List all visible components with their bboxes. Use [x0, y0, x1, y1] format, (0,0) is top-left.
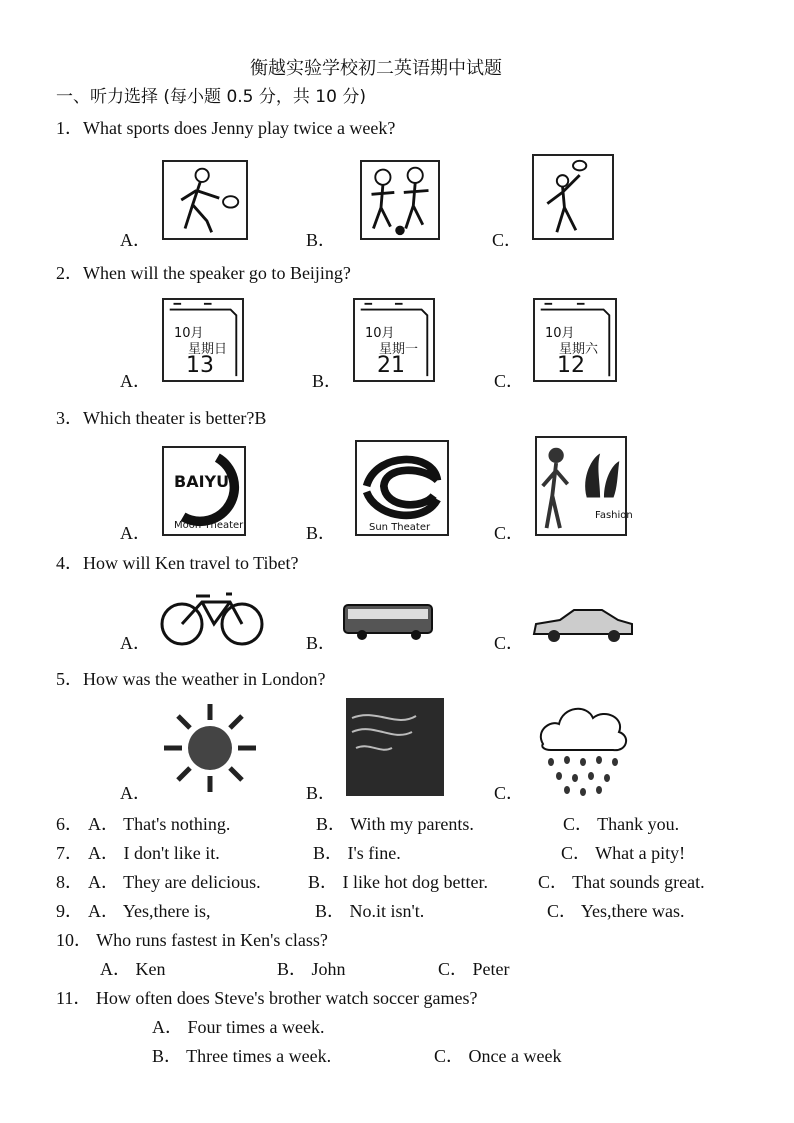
- q1-option-b: B．: [306, 230, 337, 250]
- question-1: 1．What sports does Jenny play twice a week?: [56, 118, 396, 138]
- fashion-logo: [535, 436, 633, 536]
- q4-option-a: A．: [120, 633, 151, 653]
- q2-option-b: B．: [312, 371, 343, 391]
- calendar-icon: [162, 298, 244, 382]
- q10-option-b: B． John: [277, 959, 346, 979]
- section-heading: 一、听力选择 (每小题 0.5 分，共 10 分): [56, 87, 366, 107]
- calendar-month: 10月: [545, 326, 575, 341]
- q5-option-a: A．: [120, 783, 151, 803]
- q7-option-b: B． I's fine.: [313, 843, 401, 863]
- q2-option-a: A．: [120, 371, 151, 391]
- moon-theater-logo: [162, 446, 246, 536]
- calendar-weekday: 星期日: [188, 342, 228, 357]
- q6-option-a: A． That's nothing.: [88, 814, 231, 834]
- question-3: 3．Which theater is better?B: [56, 408, 267, 428]
- question-9-number: 9．: [56, 901, 83, 921]
- q11-option-a: A． Four times a week.: [152, 1017, 325, 1037]
- logo-caption: Fashion: [595, 510, 633, 521]
- q8-option-a: A． They are delicious.: [88, 872, 261, 892]
- q3-option-b: B．: [306, 523, 337, 543]
- question-7-number: 7．: [56, 843, 83, 863]
- q8-option-b: B． I like hot dog better.: [308, 872, 488, 892]
- page-title: 衡越实验学校初二英语期中试题: [250, 58, 502, 79]
- question-2: 2．When will the speaker go to Beijing?: [56, 263, 351, 283]
- q6-option-b: B． With my parents.: [316, 814, 474, 834]
- question-4: 4．How will Ken travel to Tibet?: [56, 553, 299, 573]
- question-8-number: 8．: [56, 872, 83, 892]
- tennis-player-icon: [162, 160, 248, 240]
- calendar-day: 12: [557, 353, 585, 378]
- calendar-month: 10月: [174, 326, 204, 341]
- q9-option-b: B． No.it isn't.: [315, 901, 425, 921]
- q1-option-a: A．: [120, 230, 151, 250]
- q5-option-c: C．: [494, 783, 525, 803]
- logo-caption: Moon Theater: [174, 520, 244, 531]
- q3-option-c: C．: [494, 523, 525, 543]
- q4-option-b: B．: [306, 633, 337, 653]
- calendar-weekday: 星期一: [379, 342, 419, 357]
- q7-option-c: C． What a pity!: [561, 843, 686, 863]
- q9-option-c: C． Yes,there was.: [547, 901, 685, 921]
- bicycle-icon: [160, 586, 264, 648]
- q3-option-a: A．: [120, 523, 151, 543]
- q7-option-a: A． I don't like it.: [88, 843, 220, 863]
- wind-icon: [346, 698, 444, 796]
- soccer-players-icon: [360, 160, 440, 240]
- bus-icon: [342, 603, 436, 641]
- volleyball-player-icon: [532, 154, 614, 240]
- sun-theater-logo: [355, 440, 449, 536]
- calendar-weekday: 星期六: [559, 342, 599, 357]
- sun-icon: [160, 700, 260, 796]
- q10-option-c: C． Peter: [438, 959, 510, 979]
- calendar-day: 13: [186, 353, 214, 378]
- q6-option-c: C． Thank you.: [563, 814, 680, 834]
- calendar-icon: [353, 298, 435, 382]
- q5-option-b: B．: [306, 783, 337, 803]
- q8-option-c: C． That sounds great.: [538, 872, 705, 892]
- q11-option-c: C． Once a week: [434, 1046, 562, 1066]
- logo-caption: Sun Theater: [369, 522, 431, 533]
- q9-option-a: A． Yes,there is,: [88, 901, 211, 921]
- q11-option-b: B． Three times a week.: [152, 1046, 332, 1066]
- question-5: 5．How was the weather in London?: [56, 669, 326, 689]
- logo-text: BAIYU: [174, 472, 230, 491]
- q2-option-c: C．: [494, 371, 525, 391]
- q10-option-a: A． Ken: [100, 959, 166, 979]
- question-11: 11． How often does Steve's brother watch soccer games?: [56, 988, 478, 1008]
- car-icon: [530, 606, 636, 644]
- calendar-month: 10月: [365, 326, 395, 341]
- question-6-number: 6．: [56, 814, 83, 834]
- rain-cloud-icon: [533, 700, 633, 798]
- calendar-day: 21: [377, 353, 405, 378]
- q4-option-c: C．: [494, 633, 525, 653]
- question-10: 10． Who runs fastest in Ken's class?: [56, 930, 328, 950]
- q1-option-c: C．: [492, 230, 523, 250]
- calendar-icon: [533, 298, 617, 382]
